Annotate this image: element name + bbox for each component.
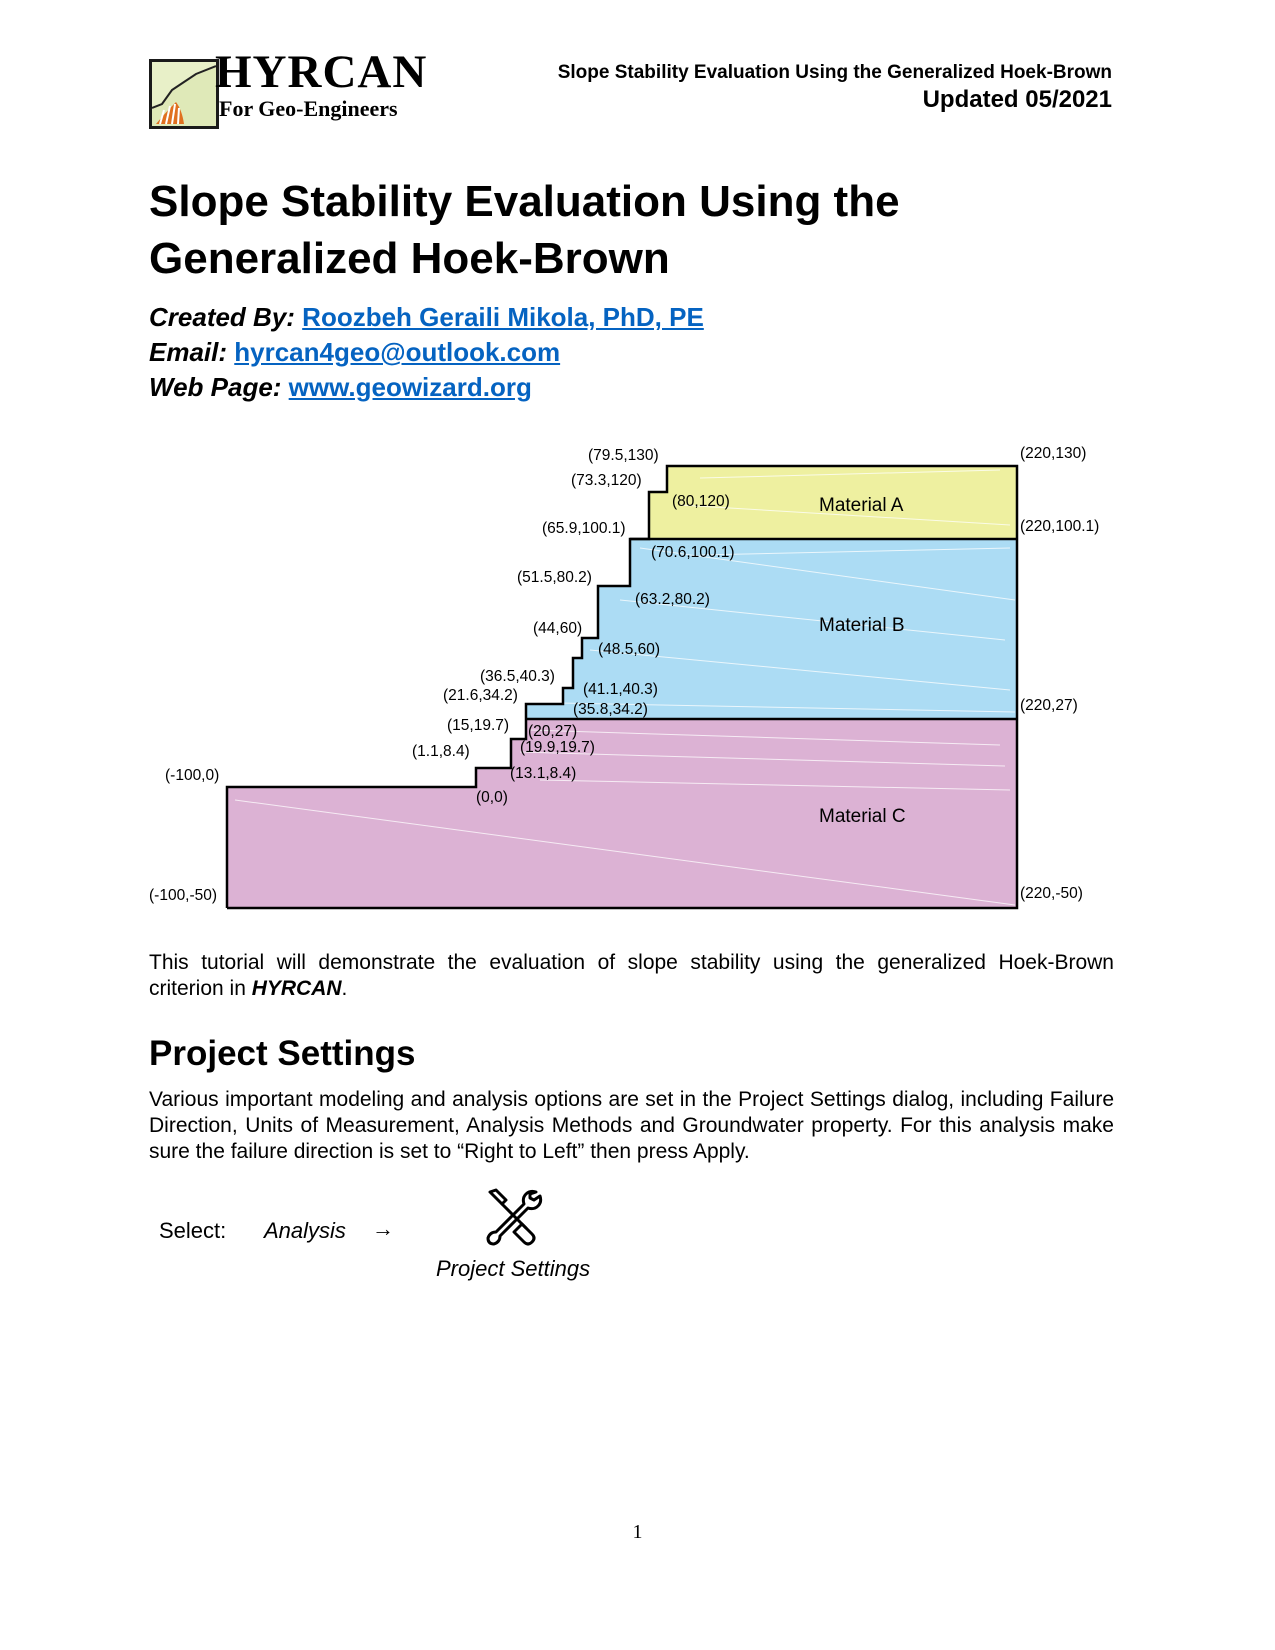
intro-paragraph: [149, 950, 1114, 1002]
material-b-label: Material B: [819, 615, 905, 636]
hyrcan-logo-icon: [149, 59, 219, 129]
page-number: 1: [632, 1521, 643, 1543]
section-paragraph: Various important modeling and analysis options are set in the Project Settings dialog, including Failure Direction, Units of Measurement, Analysis Methods and Groundwater property. For this analysis make sure the failure direction is set to “Right to Left” then press Apply.: [149, 1088, 1114, 1163]
point-label: (220,130): [1020, 445, 1087, 462]
intro-text: This tutorial will demonstrate the evaluation of slope stability using the generalized Hoek-Brown criterion in: [149, 951, 1114, 1000]
point-label: (44,60): [533, 620, 583, 637]
slope-geometry-diagram: [0, 440, 1275, 920]
point-label: (1.1,8.4): [412, 743, 470, 760]
intro-end: .: [341, 977, 348, 1000]
logo-title: HYRCAN: [215, 46, 428, 98]
point-label: (220,100.1): [1020, 518, 1100, 535]
point-label: (20,27): [528, 723, 578, 740]
point-label: (63.2,80.2): [635, 591, 710, 608]
select-menu-analysis: Analysis: [264, 1218, 346, 1243]
point-label: (51.5,80.2): [517, 569, 592, 586]
created-by-label: Created By:: [149, 302, 295, 332]
arrow-right-icon: →: [372, 1216, 394, 1241]
point-label: (220,27): [1020, 697, 1078, 714]
point-label: (21.6,34.2): [443, 687, 518, 704]
point-label: (36.5,40.3): [480, 668, 555, 685]
web-link[interactable]: www.geowizard.org: [288, 372, 532, 402]
select-label: Select:: [159, 1218, 227, 1243]
material-c-label: Material C: [819, 806, 906, 827]
point-label: (-100,0): [165, 767, 220, 784]
point-label: (80,120): [672, 493, 730, 510]
point-label: (15,19.7): [447, 717, 510, 734]
intro-hyrcan-emphasis: HYRCAN: [251, 977, 342, 1000]
page-title-line-2: Generalized Hoek-Brown: [149, 234, 670, 283]
point-label: (-100,-50): [149, 887, 218, 904]
point-label: (41.1,40.3): [583, 681, 658, 698]
email-link[interactable]: hyrcan4geo@outlook.com: [234, 337, 561, 367]
page-title: [149, 173, 900, 287]
point-label: (73.3,120): [571, 472, 642, 489]
section-heading: Project Settings: [149, 1034, 416, 1073]
web-row: [149, 372, 532, 402]
slope-geometry-figure: [0, 440, 1275, 920]
email-row: [149, 337, 560, 367]
point-label: (48.5,60): [598, 641, 661, 658]
point-label: (70.6,100.1): [651, 544, 735, 561]
point-label: (79.5,130): [588, 447, 659, 464]
point-label: (65.9,100.1): [542, 520, 626, 537]
logo-subtitle: For Geo-Engineers: [219, 96, 398, 121]
tools-icon: [482, 1186, 544, 1248]
email-label: Email:: [149, 337, 228, 367]
tools-caption: Project Settings: [436, 1256, 591, 1281]
point-label: (0,0): [476, 789, 508, 806]
point-label: (13.1,8.4): [510, 765, 577, 782]
point-label: (220,-50): [1020, 885, 1083, 902]
point-label: (19.9,19.7): [520, 739, 595, 756]
point-label: (35.8,34.2): [573, 701, 648, 718]
created-by-row: [149, 302, 704, 332]
material-a-label: Material A: [819, 495, 904, 516]
page-title-line-1: Slope Stability Evaluation Using the: [149, 177, 900, 226]
author-link[interactable]: Roozbeh Geraili Mikola, PhD, PE: [302, 302, 704, 332]
header-updated-date: Updated 05/2021: [922, 86, 1112, 113]
web-label: Web Page:: [149, 372, 282, 402]
header-doc-title: Slope Stability Evaluation Using the Generalized Hoek-Brown: [557, 62, 1112, 83]
